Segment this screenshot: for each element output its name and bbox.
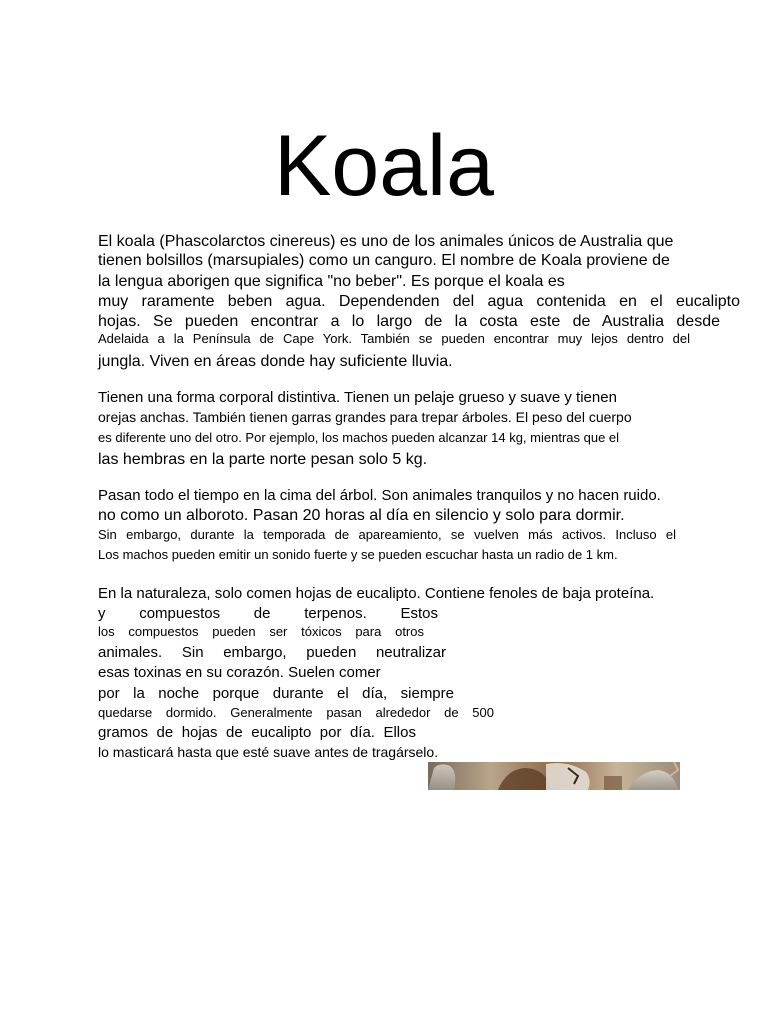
paragraph-3-line-3: Sin embargo, durante la temporada de apareamiento, se vuelven más activos. Incluso el (98, 527, 676, 542)
paragraph-1-line-7: jungla. Viven en áreas donde hay suficiente lluvia. (98, 353, 453, 370)
paragraph-4-line-4: animales. Sin embargo, pueden neutralizar (98, 644, 446, 661)
koala-photo-image (428, 762, 680, 790)
paragraph-2-line-3: es diferente uno del otro. Por ejemplo, los machos pueden alcanzar 14 kg, mientras que el (98, 430, 620, 445)
paragraph-4-line-1: En la naturaleza, solo comen hojas de eucalipto. Contiene fenoles de baja proteína. (98, 585, 655, 602)
paragraph-2-line-2: orejas anchas. También tienen garras grandes para trepar árboles. El peso del cuerpo (98, 409, 632, 425)
paragraph-4-line-2: y compuestos de terpenos. Estos (98, 605, 438, 622)
paragraph-4-line-8: gramos de hojas de eucalipto por día. Ellos (98, 724, 416, 741)
koala-photo (428, 762, 680, 790)
paragraph-2-line-1: Tienen una forma corporal distintiva. Tienen un pelaje grueso y suave y tienen (98, 389, 617, 406)
paragraph-1-line-3: la lengua aborigen que significa "no beber". Es porque el koala es (98, 273, 565, 290)
paragraph-4-line-9: lo masticará hasta que esté suave antes de tragárselo. (98, 744, 439, 760)
paragraph-3-line-1: Pasan todo el tiempo en la cima del árbol. Son animales tranquilos y no hacen ruido. (98, 487, 661, 504)
paragraph-3-line-4: Los machos pueden emitir un sonido fuerte y se pueden escuchar hasta un radio de 1 km. (98, 547, 618, 562)
paragraph-4-line-5: esas toxinas en su corazón. Suelen comer (98, 664, 381, 681)
paragraph-1-line-1: El koala (Phascolarctos cinereus) es uno de los animales únicos de Australia que (98, 233, 674, 250)
paragraph-4-line-3: los compuestos pueden ser tóxicos para otros (98, 624, 424, 639)
paragraph-1-line-4: muy raramente beben agua. Dependenden del agua contenida en el eucalipto (98, 293, 740, 310)
paragraph-1-line-2: tienen bolsillos (marsupiales) como un canguro. El nombre de Koala proviene de (98, 252, 670, 269)
paragraph-1-line-5: hojas. Se pueden encontrar a lo largo de la costa este de Australia desde (98, 313, 720, 330)
paragraph-4-line-6: por la noche porque durante el día, siempre (98, 685, 454, 702)
page-title: Koala (274, 118, 494, 214)
paragraph-3-line-2: no como un alboroto. Pasan 20 horas al día en silencio y solo para dormir. (98, 507, 625, 524)
paragraph-4-line-7: quedarse dormido. Generalmente pasan alrededor de 500 (98, 705, 494, 720)
paragraph-2-line-4: las hembras en la parte norte pesan solo 5 kg. (98, 451, 428, 468)
paragraph-1-line-6: Adelaida a la Península de Cape York. También se pueden encontrar muy lejos dentro del (98, 331, 690, 346)
